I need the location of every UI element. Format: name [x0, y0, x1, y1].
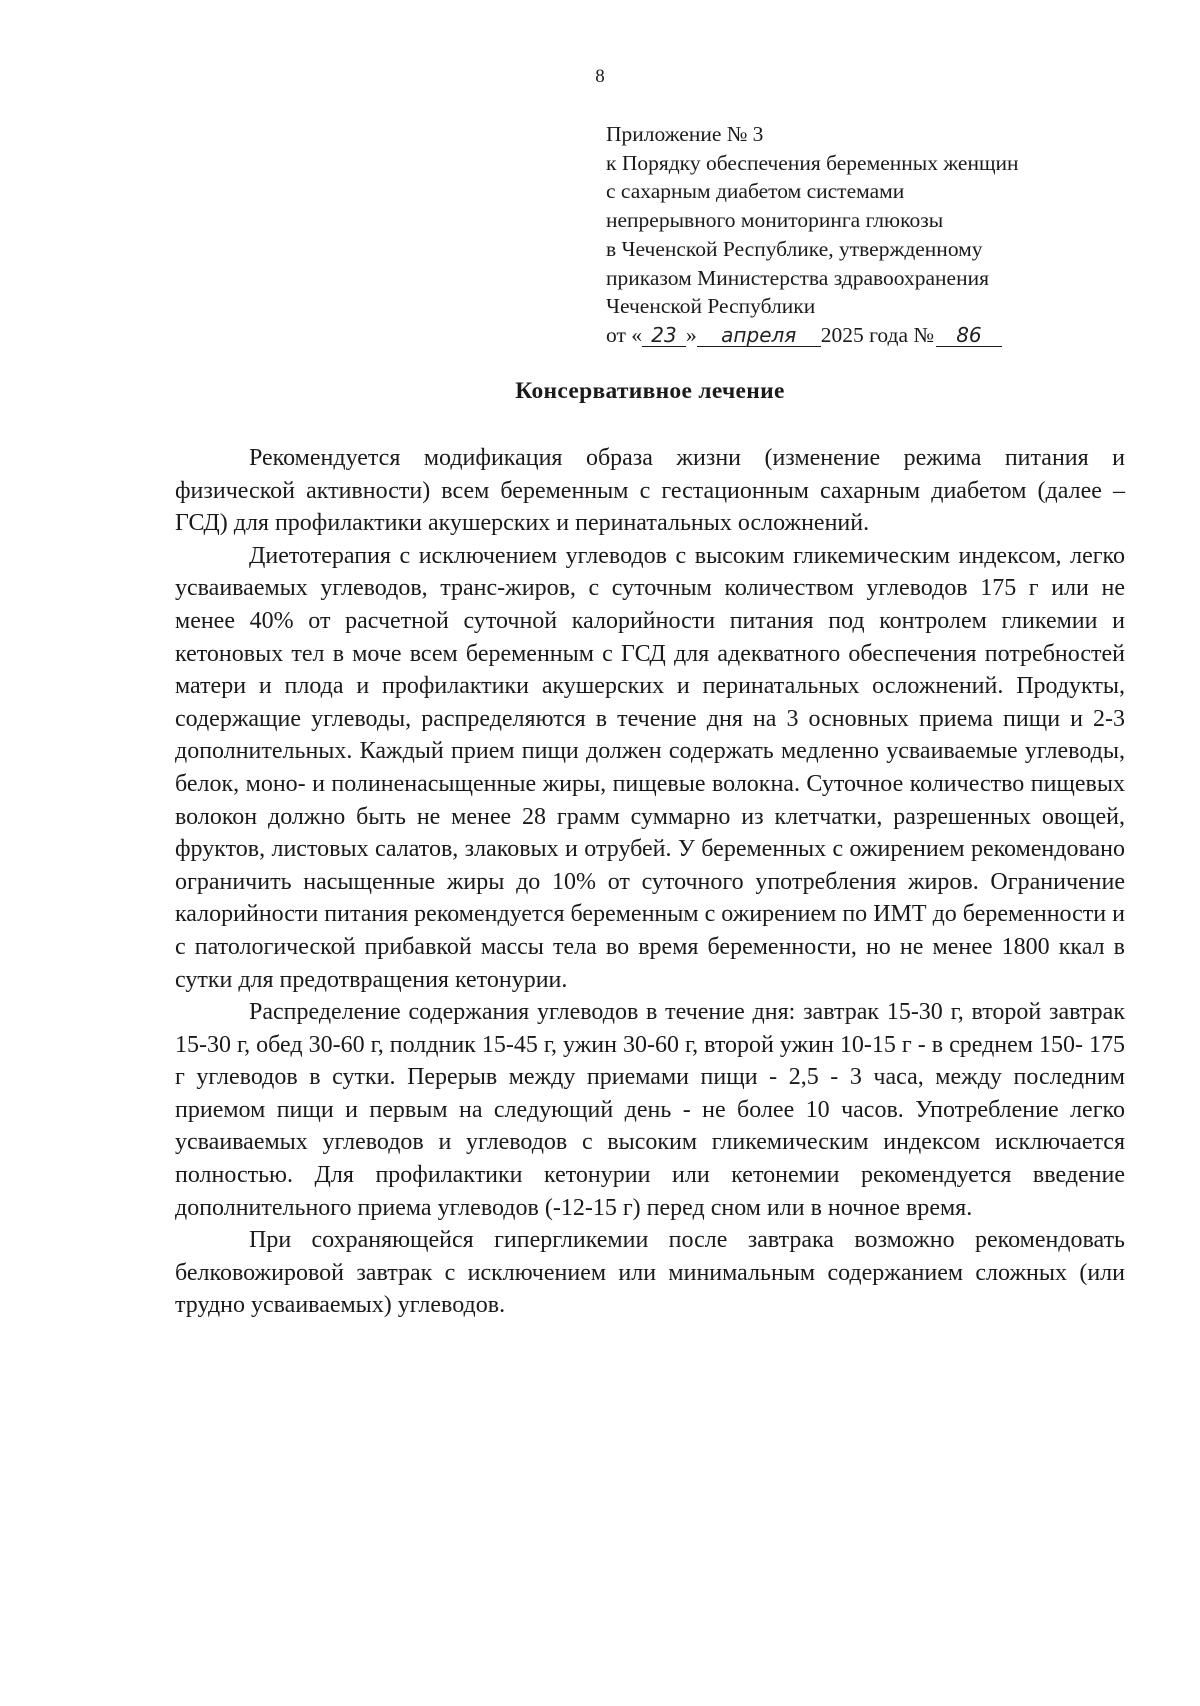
date-prefix: от « — [606, 322, 642, 347]
appendix-line-4: непрерывного мониторинга глюкозы — [606, 208, 944, 233]
paragraph-4: При сохраняющейся гипергликемии после завтрака возможно рекомендовать белковожировой завтрак с исключением или минимальным содержанием сложных (или трудно усваиваемых) углеводов. — [175, 1227, 1125, 1319]
date-day-handwritten: 23 — [642, 324, 686, 347]
body-text — [175, 442, 1125, 1322]
appendix-line-1: Приложение № 3 — [606, 122, 764, 146]
appendix-line-5: в Чеченской Республике, утвержденному — [606, 236, 983, 261]
date-quote-close: » — [686, 322, 697, 347]
section-title: Консервативное лечение — [515, 378, 785, 404]
appendix-line-7: Чеченской Республики — [606, 294, 816, 319]
date-year-text: 2025 года № — [820, 322, 934, 347]
appendix-line-6: приказом Министерства здравоохранения — [606, 265, 990, 290]
appendix-header — [606, 120, 1126, 350]
page-number: 8 — [595, 66, 605, 87]
appendix-date-line — [606, 321, 1126, 350]
paragraph-3: Распределение содержания углеводов в течение дня: завтрак 15-30 г, второй завтрак 15-30 г, обед 30-60 г, полдник 15-45 г, ужин 30-60 г, второй ужин 10-15 г - в среднем 150- 175 г углеводов в сутки. Перерыв между приемами пищи - 2,5 - 3 часа, между последним приемом пищи и первым на следующий день - не более 10 часов. Употребление легко усваиваемых углеводов и углеводов с высоким гликемическим индексом исключается полностью. Для профилактики кетонурии или кетонемии рекомендуется введение дополнительного приема углеводов (-12-15 г) перед сном или в ночное время. — [175, 999, 1125, 1221]
date-month-handwritten: апреля — [697, 324, 821, 347]
appendix-line-3: с сахарным диабетом системами — [606, 179, 905, 204]
order-number-handwritten: 86 — [936, 324, 1002, 347]
paragraph-1: Рекомендуется модификация образа жизни (изменение режима питания и физической активности) всем беременным с гестационным сахарным диабетом (далее – ГСД) для профилактики акушерских и перинатальных осложнений. — [175, 445, 1125, 537]
appendix-line-2: к Порядку обеспечения беременных женщин — [606, 150, 1019, 175]
paragraph-2: Диетотерапия с исключением углеводов с высоким гликемическим индексом, легко усваиваемых углеводов, транс-жиров, с суточным количеством углеводов 175 г или не менее 40% от расчетной суточной калорийности питания под контролем гликемии и кетоновых тел в моче всем беременным с ГСД для адекватного обеспечения потребностей матери и плода и профилактики акушерских и перинатальных осложнений. Продукты, содержащие углеводы, распределяются в течение дня на 3 основных приема пищи и 2-3 дополнительных. Каждый прием пищи должен содержать медленно усваиваемые углеводы, белок, моно- и полиненасыщенные жиры, пищевые волокна. Суточное количество пищевых волокон должно быть не менее 28 грамм суммарно из клетчатки, разрешенных овощей, фруктов, листовых салатов, злаковых и отрубей. У беременных с ожирением рекомендовано ограничить насыщенные жиры до 10% от суточного употребления жиров. Ограничение калорийности питания рекомендуется беременным с ожирением по ИМТ до беременности и с патологической прибавкой массы тела во время беременности, но не менее 1800 ккал в сутки для предотвращения кетонурии. — [175, 542, 1125, 993]
